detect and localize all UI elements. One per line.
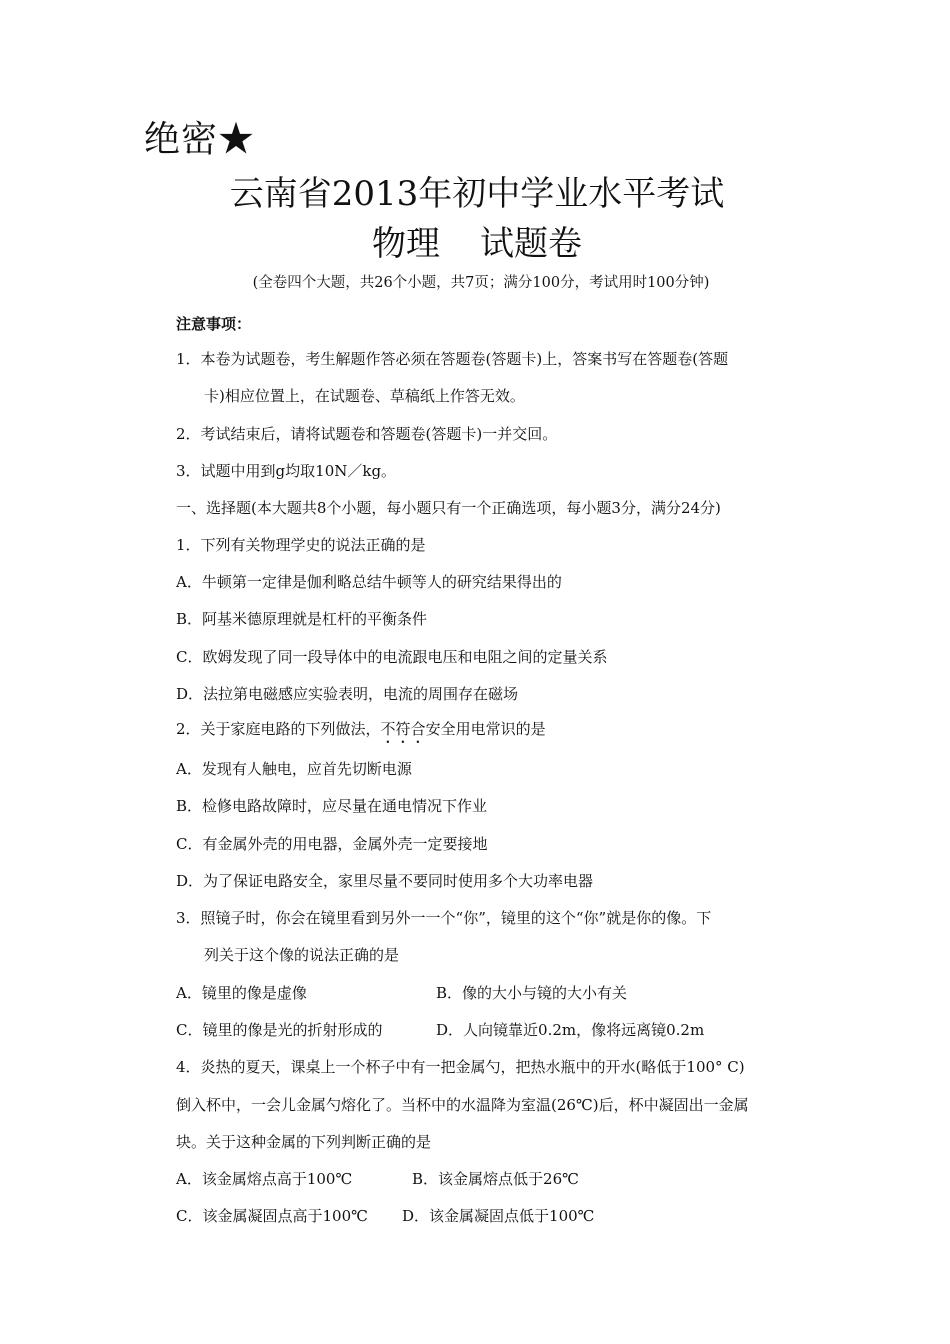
question-2-stem: 2．关于家庭电路的下列做法，不符合安全用电常识的是 <box>176 720 546 738</box>
question-3-option-b: B．像的大小与镜的大小有关 <box>436 984 628 1002</box>
question-1-stem: 1．下列有关物理学史的说法正确的是 <box>176 536 426 554</box>
question-4-option-d: D．该金属凝固点低于100℃ <box>402 1207 595 1225</box>
confidential-label: 绝密★ <box>144 119 256 160</box>
note-item-1-cont: 卡)相应位置上，在试题卷、草稿纸上作答无效。 <box>204 387 525 405</box>
question-1-option-d: D．法拉第电磁感应实验表明，电流的周围存在磁场 <box>176 685 519 703</box>
question-3-option-d: D．人向镜靠近0.2m，像将远离镜0.2m <box>436 1021 705 1039</box>
question-1-option-a: A．牛顿第一定律是伽利略总结牛顿等人的研究结果得出的 <box>176 573 562 591</box>
question-1-option-c: C．欧姆发现了同一段导体中的电流跟电压和电阻之间的定量关系 <box>176 648 608 666</box>
question-2-option-d: D．为了保证电路安全，家里尽量不要同时使用多个大功率电器 <box>176 872 594 890</box>
section-heading: 一、选择题(本大题共8个小题，每小题只有一个正确选项，每小题3分，满分24分) <box>176 499 721 517</box>
question-4-stem: 4．炎热的夏天，课桌上一个杯子中有一把金属勺，把热水瓶中的开水(略低于100° C) <box>176 1058 745 1076</box>
question-3-option-c: C．镜里的像是光的折射形成的 <box>176 1021 383 1039</box>
paper-type: 试题卷 <box>480 224 582 264</box>
note-item-1: 1．本卷为试题卷，考生解题作答必须在答题卷(答题卡)上，答案书写在答题卷(答题 <box>176 350 729 368</box>
question-2-option-a: A．发现有人触电，应首先切断电源 <box>176 760 412 778</box>
question-4-option-c: C．该金属凝固点高于100℃ <box>176 1207 368 1225</box>
paper-subtitle <box>0 222 950 266</box>
question-2-option-b: B．检修电路故障时，应尽量在通电情况下作业 <box>176 797 488 815</box>
question-3-stem: 3．照镜子时，你会在镜里看到另外一一个“你”，镜里的这个“你”就是你的像。下 <box>176 909 712 927</box>
question-4-stem-cont-1: 倒入杯中，一会儿金属勺熔化了。当杯中的水温降为室温(26℃)后，杯中凝固出一金属 <box>176 1096 749 1114</box>
question-4-option-a: A．该金属熔点高于100℃ <box>176 1170 353 1188</box>
exam-title: 云南省2013年初中学业水平考试 <box>229 174 725 214</box>
question-3-option-a: A．镜里的像是虚像 <box>176 984 307 1002</box>
question-2-option-c: C．有金属外壳的用电器，金属外壳一定要接地 <box>176 835 488 853</box>
note-item-3: 3．试题中用到g均取10N／kg。 <box>176 462 397 480</box>
exam-info: (全卷四个大题，共26个小题，共7页；满分100分，考试用时100分钟) <box>252 275 710 291</box>
question-4-stem-cont-2: 块。关于这种金属的下列判断正确的是 <box>176 1133 432 1151</box>
note-item-2: 2．考试结束后，请将试题卷和答题卷(答题卡)一并交回。 <box>176 425 558 443</box>
subject-name: 物理 <box>372 224 440 264</box>
question-4-option-b: B．该金属熔点低于26℃ <box>412 1170 579 1188</box>
question-3-stem-cont: 列关于这个像的说法正确的是 <box>204 946 400 964</box>
question-1-option-b: B．阿基米德原理就是杠杆的平衡条件 <box>176 610 428 628</box>
notes-heading: 注意事项： <box>176 315 252 333</box>
emphasis-text: 不符合 <box>380 720 426 738</box>
